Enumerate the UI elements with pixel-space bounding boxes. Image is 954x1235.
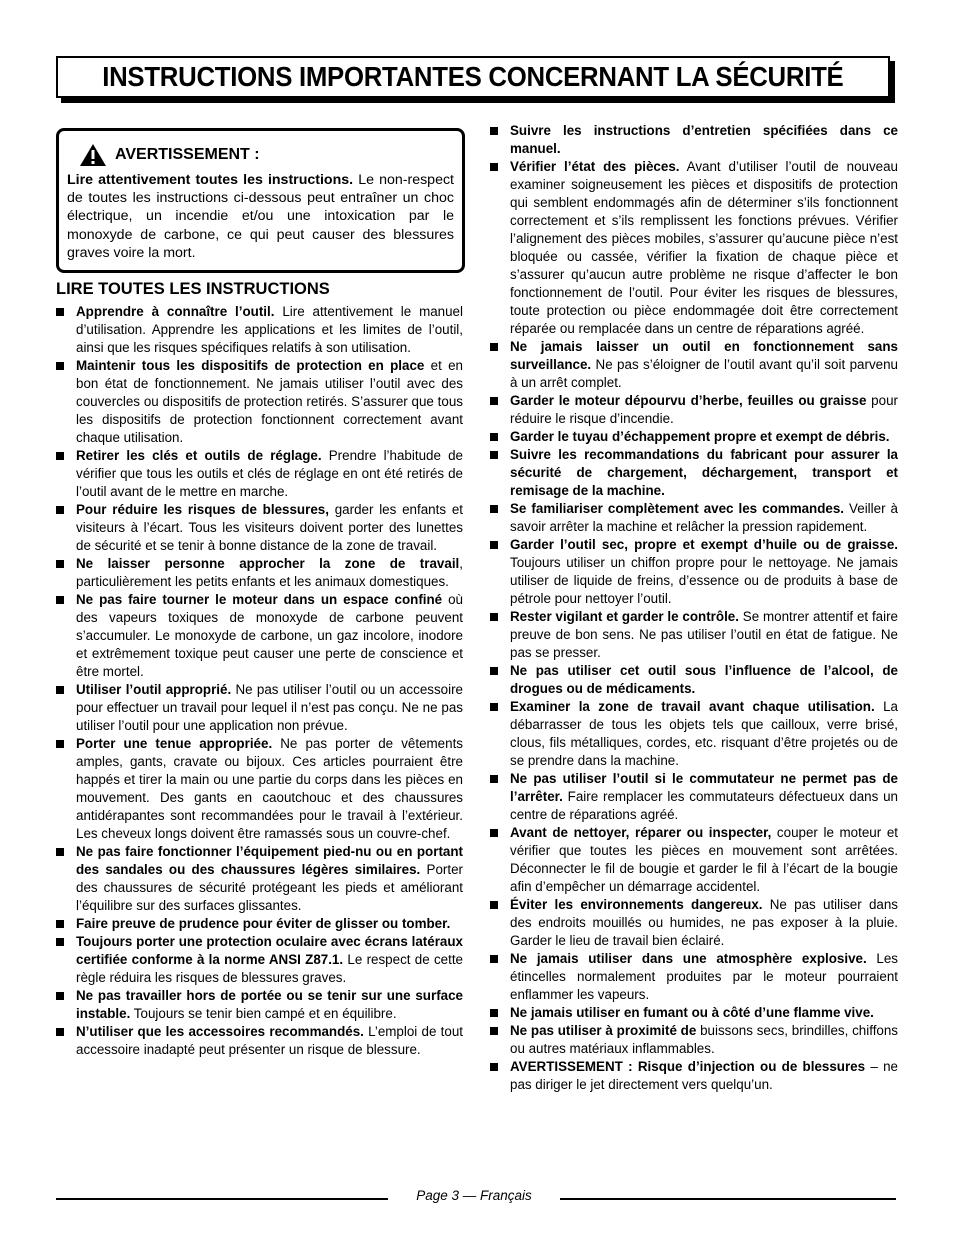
- right-rule-item: [490, 896, 898, 950]
- left-rule-item: [56, 555, 463, 591]
- left-rule-item-bold: Ne pas travailler hors de portée ou se tenir sur une surface instable.: [76, 988, 463, 1021]
- right-rule-item-text: pour réduire le risque d’incendie.: [510, 393, 898, 426]
- right-rule-item-bold: AVERTISSEMENT : Risque d’injection ou de blessures: [510, 1059, 866, 1074]
- left-rule-item-text: Ne pas utiliser l’outil ou un accessoire pour effectuer un travail pour lequel il n’est pas conçu. Ne ne pas utiliser l’outil pour une application non prévue.: [76, 682, 463, 733]
- square-bullet-icon: [56, 686, 64, 694]
- right-rule-item-bold: Ne jamais utiliser dans une atmosphère explosive.: [510, 951, 867, 966]
- right-rule-item-text: La débarrasser de tous les objets tels que cailloux, verre brisé, clous, fils métalliques, cordes, etc. risquant d’être projetés ou de se prendre dans la machine.: [510, 699, 898, 768]
- left-rule-item-bold: Pour réduire les risques de blessures,: [76, 502, 329, 517]
- right-rule-item-text: couper le moteur et vérifier que toutes les pièces en mouvement sont arrêtées. Déconnecter le fil de bougie et garder le fil à l’écart de la bougie afin d’empêcher un démarrage accidentel.: [510, 825, 898, 894]
- left-rule-item-bold: Utiliser l’outil approprié.: [76, 682, 232, 697]
- right-rule-item: [490, 824, 898, 896]
- right-rule-item: [490, 122, 898, 158]
- warning-body-text: Le non-respect de toutes les instructions ci-dessous peut entraîner un choc électrique, un incendie et/ou une intoxication par le monoxyde de carbone, ce qui peut causer des blessures graves voire la mort.: [67, 172, 454, 261]
- right-rule-item-bold: Éviter les environnements dangereux.: [510, 897, 763, 912]
- square-bullet-icon: [56, 452, 64, 460]
- right-rule-item-text: Toujours utiliser un chiffon propre pour le nettoyage. Ne jamais utiliser de liquide de freins, d’essence ou de produits à base de pétrole pour nettoyer l’outil.: [510, 555, 898, 606]
- right-rule-item: [490, 770, 898, 824]
- left-rule-item-text: Prendre l’habitude de vérifier que tous les outils et clés de réglage en ont été retirés de l’outil avant de le mettre en marche.: [76, 448, 463, 499]
- square-bullet-icon: [490, 127, 498, 135]
- left-rule-item-text: Ne pas porter de vêtements amples, gants, cravate ou bijoux. Ces articles pourraient être happés et tirer la main ou une partie du corps dans les pièces en mouvement. Des gants en caoutchouc et des chaussures antidérapantes sont recommandées pour le travail à l’extérieur. Les cheveux longs doivent être ramassés sous un couvre-chef.: [76, 736, 463, 841]
- left-column: [56, 303, 463, 1059]
- right-column: [490, 122, 898, 1094]
- footer-rule-left: [56, 1198, 388, 1200]
- right-rule-item-bold: Suivre les recommandations du fabricant pour assurer la sécurité de chargement, déchargement, transport et remisage de la machine.: [510, 447, 898, 498]
- right-rule-item-text: Les étincelles normalement produites par le moteur pourraient enflammer les vapeurs.: [510, 951, 898, 1002]
- square-bullet-icon: [56, 938, 64, 946]
- right-rule-item-bold: Ne pas utiliser à proximité de: [510, 1023, 697, 1038]
- left-rule-item-bold: Apprendre à connaître l’outil.: [76, 304, 275, 319]
- right-rule-item-text: Ne pas s’éloigner de l’outil avant qu’il soit parvenu à un arrêt complet.: [510, 357, 898, 390]
- right-rule-item: [490, 158, 898, 338]
- square-bullet-icon: [56, 740, 64, 748]
- square-bullet-icon: [490, 667, 498, 675]
- left-rule-item-text: garder les enfants et visiteurs à l’écart. Tous les visiteurs doivent porter des lunettes de sécurité et se tenir à bonne distance de la zone de travail.: [76, 502, 463, 553]
- warning-title: AVERTISSEMENT :: [115, 146, 260, 163]
- left-rule-item-text: , particulièrement les petits enfants et les animaux domestiques.: [76, 556, 463, 589]
- square-bullet-icon: [56, 848, 64, 856]
- right-rule-item-bold: Ne jamais utiliser en fumant ou à côté d’une flamme vive.: [510, 1005, 874, 1020]
- right-rule-item: [490, 698, 898, 770]
- footer-page-number: Page 3 — Français: [416, 1188, 532, 1203]
- title-box: [56, 56, 890, 98]
- left-rule-item: [56, 501, 463, 555]
- left-rule-item-bold: Ne pas faire fonctionner l’équipement pied-nu ou en portant des sandales ou des chaussures légères similaires.: [76, 844, 463, 877]
- right-rule-item-text: Faire remplacer les commutateurs défectueux dans un centre de réparations agréé.: [510, 789, 898, 822]
- footer-rule-right: [560, 1198, 896, 1200]
- right-rule-item: [490, 500, 898, 536]
- left-rule-item-bold: Toujours porter une protection oculaire avec écrans latéraux certifiée conforme à la norme ANSI Z87.1.: [76, 934, 463, 967]
- square-bullet-icon: [490, 451, 498, 459]
- square-bullet-icon: [490, 1027, 498, 1035]
- left-rule-item: [56, 987, 463, 1023]
- right-rule-item: [490, 662, 898, 698]
- right-rule-item: [490, 446, 898, 500]
- warning-header: [79, 143, 454, 167]
- left-rule-item-text: et en bon état de fonctionnement. Ne jamais utiliser l’outil avec des couvercles ou dispositifs de protection retirés. S’assurer que tous les dispositifs de protection fonctionnent correctement avant chaque utilisation.: [76, 358, 464, 445]
- right-rule-item-bold: Garder l’outil sec, propre et exempt d’huile ou de graisse.: [510, 537, 898, 552]
- square-bullet-icon: [56, 596, 64, 604]
- left-rule-item-bold: Maintenir tous les dispositifs de protection en place: [76, 358, 425, 373]
- square-bullet-icon: [490, 433, 498, 441]
- left-rule-item: [56, 915, 463, 933]
- left-rule-item-bold: N’utiliser que les accessoires recommandés.: [76, 1024, 364, 1039]
- page-title: INSTRUCTIONS IMPORTANTES CONCERNANT LA SÉCURITÉ: [102, 61, 844, 92]
- right-rule-item-text: buissons secs, brindilles, chiffons ou autres matériaux inflammables.: [510, 1023, 898, 1056]
- left-rule-item-text: Le respect de cette règle réduira les risques de blessures graves.: [76, 952, 463, 985]
- left-rule-item-text: Lire attentivement le manuel d’utilisation. Apprendre les applications et les limites de l’outil, ainsi que les risques spécifiques relatifs à son utilisation.: [76, 304, 463, 355]
- right-rule-item-text: – ne pas diriger le jet directement vers quelqu’un.: [510, 1059, 898, 1092]
- warning-text: [67, 171, 454, 262]
- right-rule-item-bold: Suivre les instructions d’entretien spécifiées dans ce manuel.: [510, 123, 898, 156]
- right-rule-item: [490, 338, 898, 392]
- right-rule-item-bold: Ne pas utiliser cet outil sous l’influence de l’alcool, de drogues ou de médicaments.: [510, 663, 898, 696]
- left-rule-item-text: L’emploi de tout accessoire inadapté peut présenter un risque de blessure.: [76, 1024, 463, 1057]
- right-rule-item-text: Se montrer attentif et faire preuve de bon sens. Ne pas utiliser l’outil en état de fatigue. Ne pas se presser.: [510, 609, 899, 660]
- left-rule-item-bold: Ne laisser personne approcher la zone de travail: [76, 556, 460, 571]
- right-rule-item-bold: Examiner la zone de travail avant chaque utilisation.: [510, 699, 875, 714]
- right-rule-item: [490, 950, 898, 1004]
- right-rule-item: [490, 1058, 898, 1094]
- page-footer: [56, 1188, 896, 1208]
- square-bullet-icon: [490, 397, 498, 405]
- right-rule-item: [490, 1022, 898, 1058]
- square-bullet-icon: [56, 308, 64, 316]
- square-bullet-icon: [56, 992, 64, 1000]
- left-rule-item-text: où des vapeurs toxiques de monoxyde de carbone peuvent s’accumuler. Le monoxyde de carbone, un gaz incolore, inodore et extrêmement toxique peut causer une perte de conscience et être mortel.: [76, 592, 463, 679]
- left-rule-item: [56, 843, 463, 915]
- square-bullet-icon: [56, 560, 64, 568]
- right-rule-item-bold: Rester vigilant et garder le contrôle.: [510, 609, 739, 624]
- right-rule-item-text: Avant d’utiliser l’outil de nouveau examiner soigneusement les pièces et dispositifs de protection qui semblent endommagés afin de déterminer s’ils fonctionnent correctement et s’ils remplissent les fonctions prévues. Vérifier l’alignement des pièces mobiles, s’assurer qu’aucune pièce n’est bloquée ou cassée, vérifier la fixation de chaque pièce et s’assurer qu’aucun autre problème ne risque d’affecter le bon fonctionnement de l’outil. Pour éviter les risques de blessures, toute protection ou pièce endommagée doit être correctement réparée ou remplacée dans un centre de réparations agréé.: [510, 159, 898, 336]
- warning-box: [56, 128, 465, 273]
- warning-triangle-icon: [79, 143, 107, 167]
- square-bullet-icon: [56, 920, 64, 928]
- left-rule-item-bold: Ne pas faire tourner le moteur dans un espace confiné: [76, 592, 443, 607]
- right-rule-item: [490, 536, 898, 608]
- right-rule-item-bold: Ne pas utiliser l’outil si le commutateur ne permet pas de l’arrêter.: [510, 771, 898, 804]
- square-bullet-icon: [490, 1009, 498, 1017]
- square-bullet-icon: [56, 506, 64, 514]
- right-rule-item: [490, 428, 898, 446]
- square-bullet-icon: [490, 829, 498, 837]
- left-rule-item: [56, 933, 463, 987]
- square-bullet-icon: [490, 901, 498, 909]
- left-rule-item: [56, 681, 463, 735]
- right-rule-item: [490, 1004, 898, 1022]
- right-rule-item-bold: Garder le moteur dépourvu d’herbe, feuilles ou graisse: [510, 393, 867, 408]
- square-bullet-icon: [490, 343, 498, 351]
- right-rule-item-text: Ne pas utiliser dans des endroits mouillés ou humides, ne pas exposer à la pluie. Garder le lieu de travail bien éclairé.: [510, 897, 898, 948]
- right-rule-item-text: Veiller à savoir arrêter la machine et relâcher la pression rapidement.: [510, 501, 899, 534]
- right-rule-item-bold: Ne jamais laisser un outil en fonctionnement sans surveillance.: [510, 339, 898, 372]
- square-bullet-icon: [490, 613, 498, 621]
- left-rule-item: [56, 1023, 463, 1059]
- section-heading: LIRE TOUTES LES INSTRUCTIONS: [56, 280, 330, 298]
- left-rule-item: [56, 591, 463, 681]
- square-bullet-icon: [490, 505, 498, 513]
- square-bullet-icon: [490, 1063, 498, 1071]
- square-bullet-icon: [490, 703, 498, 711]
- right-rule-item-bold: Garder le tuyau d’échappement propre et exempt de débris.: [510, 429, 890, 444]
- left-rule-item-bold: Retirer les clés et outils de réglage.: [76, 448, 322, 463]
- left-rule-item: [56, 303, 463, 357]
- warning-bold-text: Lire attentivement toutes les instructions.: [67, 172, 354, 188]
- right-rule-item-bold: Se familiariser complètement avec les commandes.: [510, 501, 845, 516]
- right-rule-item: [490, 608, 898, 662]
- left-rule-item: [56, 735, 463, 843]
- left-rule-item: [56, 447, 463, 501]
- square-bullet-icon: [490, 541, 498, 549]
- left-rule-item-text: Toujours se tenir bien campé et en équilibre.: [130, 1006, 397, 1021]
- square-bullet-icon: [490, 955, 498, 963]
- square-bullet-icon: [56, 362, 64, 370]
- left-rule-item-bold: Faire preuve de prudence pour éviter de glisser ou tomber.: [76, 916, 451, 931]
- page-title-banner: [56, 56, 896, 104]
- square-bullet-icon: [56, 1028, 64, 1036]
- left-rule-item: [56, 357, 463, 447]
- square-bullet-icon: [490, 163, 498, 171]
- right-rule-item-bold: Avant de nettoyer, réparer ou inspecter,: [510, 825, 772, 840]
- left-rule-item-bold: Porter une tenue appropriée.: [76, 736, 273, 751]
- square-bullet-icon: [490, 775, 498, 783]
- left-rule-item-text: Porter des chaussures de sécurité protégeant les pieds et améliorant l’équilibre sur des surfaces glissantes.: [76, 862, 463, 913]
- right-rule-item: [490, 392, 898, 428]
- right-rule-item-bold: Vérifier l’état des pièces.: [510, 159, 680, 174]
